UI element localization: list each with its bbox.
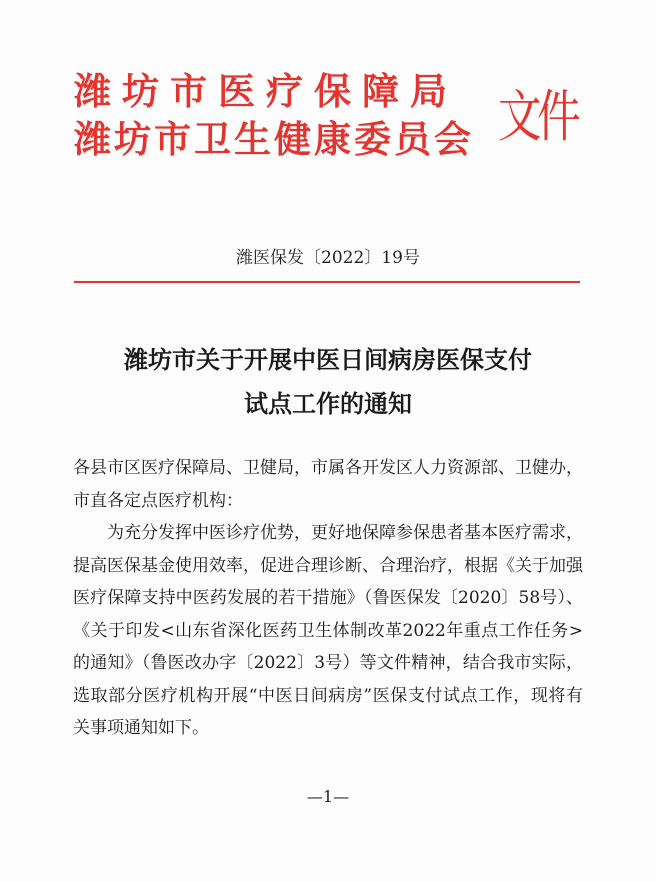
red-separator-line <box>74 281 580 283</box>
recipients-paragraph: 各县市区医疗保障局、卫健局，市属各开发区人力资源部、卫健办，市直各定点医疗机构： <box>73 458 583 511</box>
document-mark: 文件 <box>498 85 576 150</box>
page-number: —1— <box>306 787 350 806</box>
agency-name-health-commission: 潍坊市卫生健康委员会 <box>74 118 474 161</box>
issuing-agencies <box>74 68 514 164</box>
agency-name-medical-security: 潍坊市医疗保障局 <box>74 70 458 113</box>
document-body <box>73 452 583 745</box>
title-line-2: 试点工作的通知 <box>244 390 412 418</box>
document-number: 潍医保发〔2022〕19号 <box>236 248 420 268</box>
title-line-1: 潍坊市关于开展中医日间病房医保支付 <box>124 346 532 374</box>
body-paragraph-1: 为充分发挥中医诊疗优势，更好地保障参保患者基本医疗需求，提高医保基金使用效率，促进合理诊断、合理治疗，根据《关于加强医疗保障支持中医药发展的若干措施》（鲁医保发〔2020〕58号）、《关于印发<山东省深化医药卫生体制改革2022年重点工作任务>的通知》（鲁医改办字〔2022〕3号）等文件精神，结合我市实际，选取部分医疗机构开展“中医日间病房”医保支付试点工作，现将有关事项通知如下。 <box>73 523 583 738</box>
document-title <box>0 338 656 426</box>
